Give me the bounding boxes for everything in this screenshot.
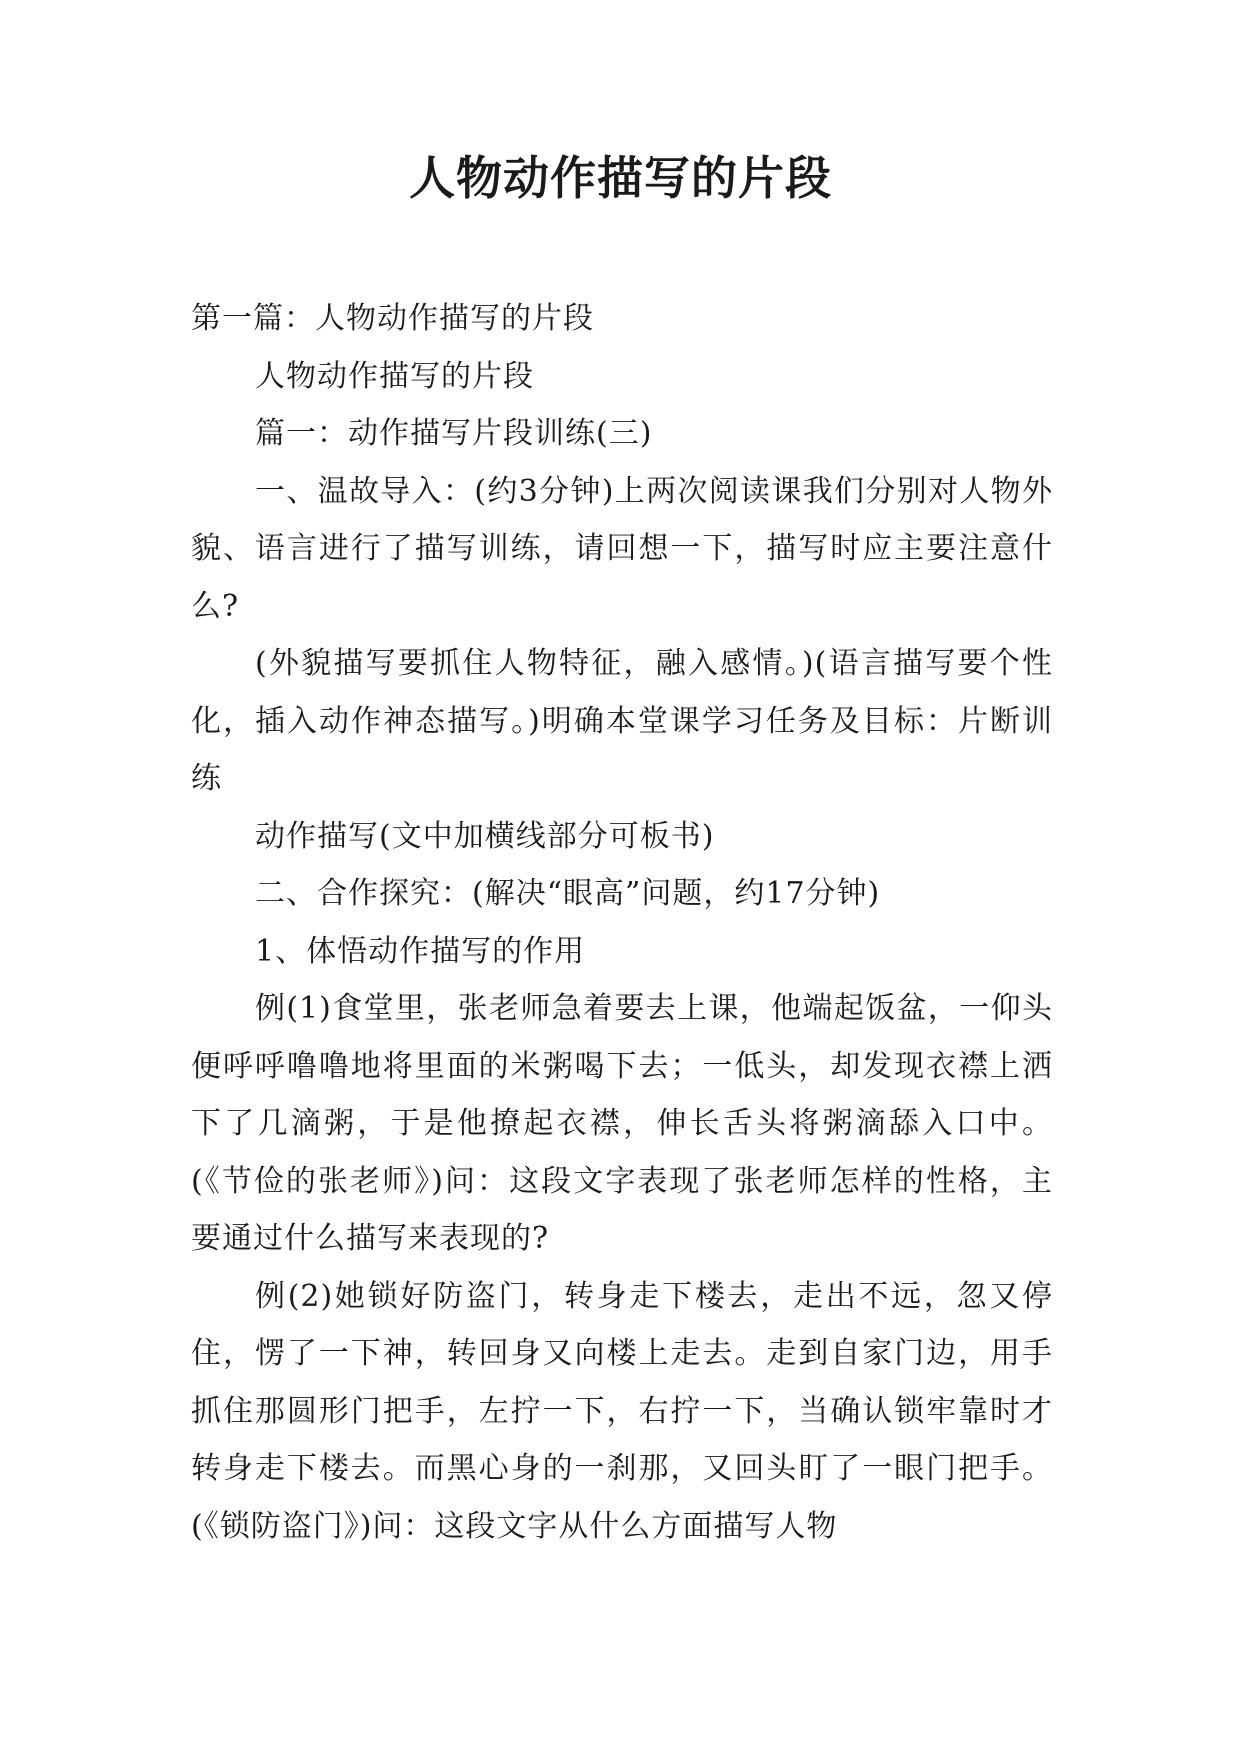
document-title: 人物动作描写的片段 (409, 151, 832, 205)
body-paragraph: 动作描写(文中加横线部分可板书) (255, 818, 715, 854)
example-paragraph: 例(2)她锁好防盗门，转身走下楼去，走出不远，忽又停住，愣了一下神，转回身又向楼上走去。走到自家门边，用手抓住那圆形门把手，左拧一下，右拧一下，当确认锁牢靠时才转身走下楼去。而黑心身的一刹那，又回头盯了一眼门把手。(《锁防盗门》)问：这段文字从什么方面描写人物 (191, 1278, 1053, 1544)
subtitle-paragraph: 人物动作描写的片段 (255, 358, 534, 394)
example-paragraph: 例(1)食堂里，张老师急着要去上课，他端起饭盆，一仰头便呼呼噜噜地将里面的米粥喝下去；一低头，却发现衣襟上洒下了几滴粥，于是他撩起衣襟，伸长舌头将粥滴舔入口中。(《节俭的张老师》)问：这段文字表现了张老师怎样的性格，主要通过什么描写来表现的? (191, 991, 1053, 1256)
body-paragraph: 二、合作探究：(解决“眼高”问题，约17分钟) (255, 876, 881, 911)
body-paragraph: 一、温故导入：(约3分钟)上两次阅读课我们分别对人物外貌、语言进行了描写训练，请回想一下，描写时应主要注意什么? (191, 473, 1053, 624)
body-paragraph: 1、体悟动作描写的作用 (255, 933, 586, 969)
body-paragraph: (外貌描写要抓住人物特征，融入感情。)(语言描写要个性化，插入动作神态描写。)明确本堂课学习任务及目标：片断训练 (191, 646, 1053, 796)
section-heading: 第一篇：人物动作描写的片段 (191, 301, 594, 336)
lesson-heading: 篇一：动作描写片段训练(三) (255, 416, 653, 451)
document-body (191, 290, 1053, 1555)
